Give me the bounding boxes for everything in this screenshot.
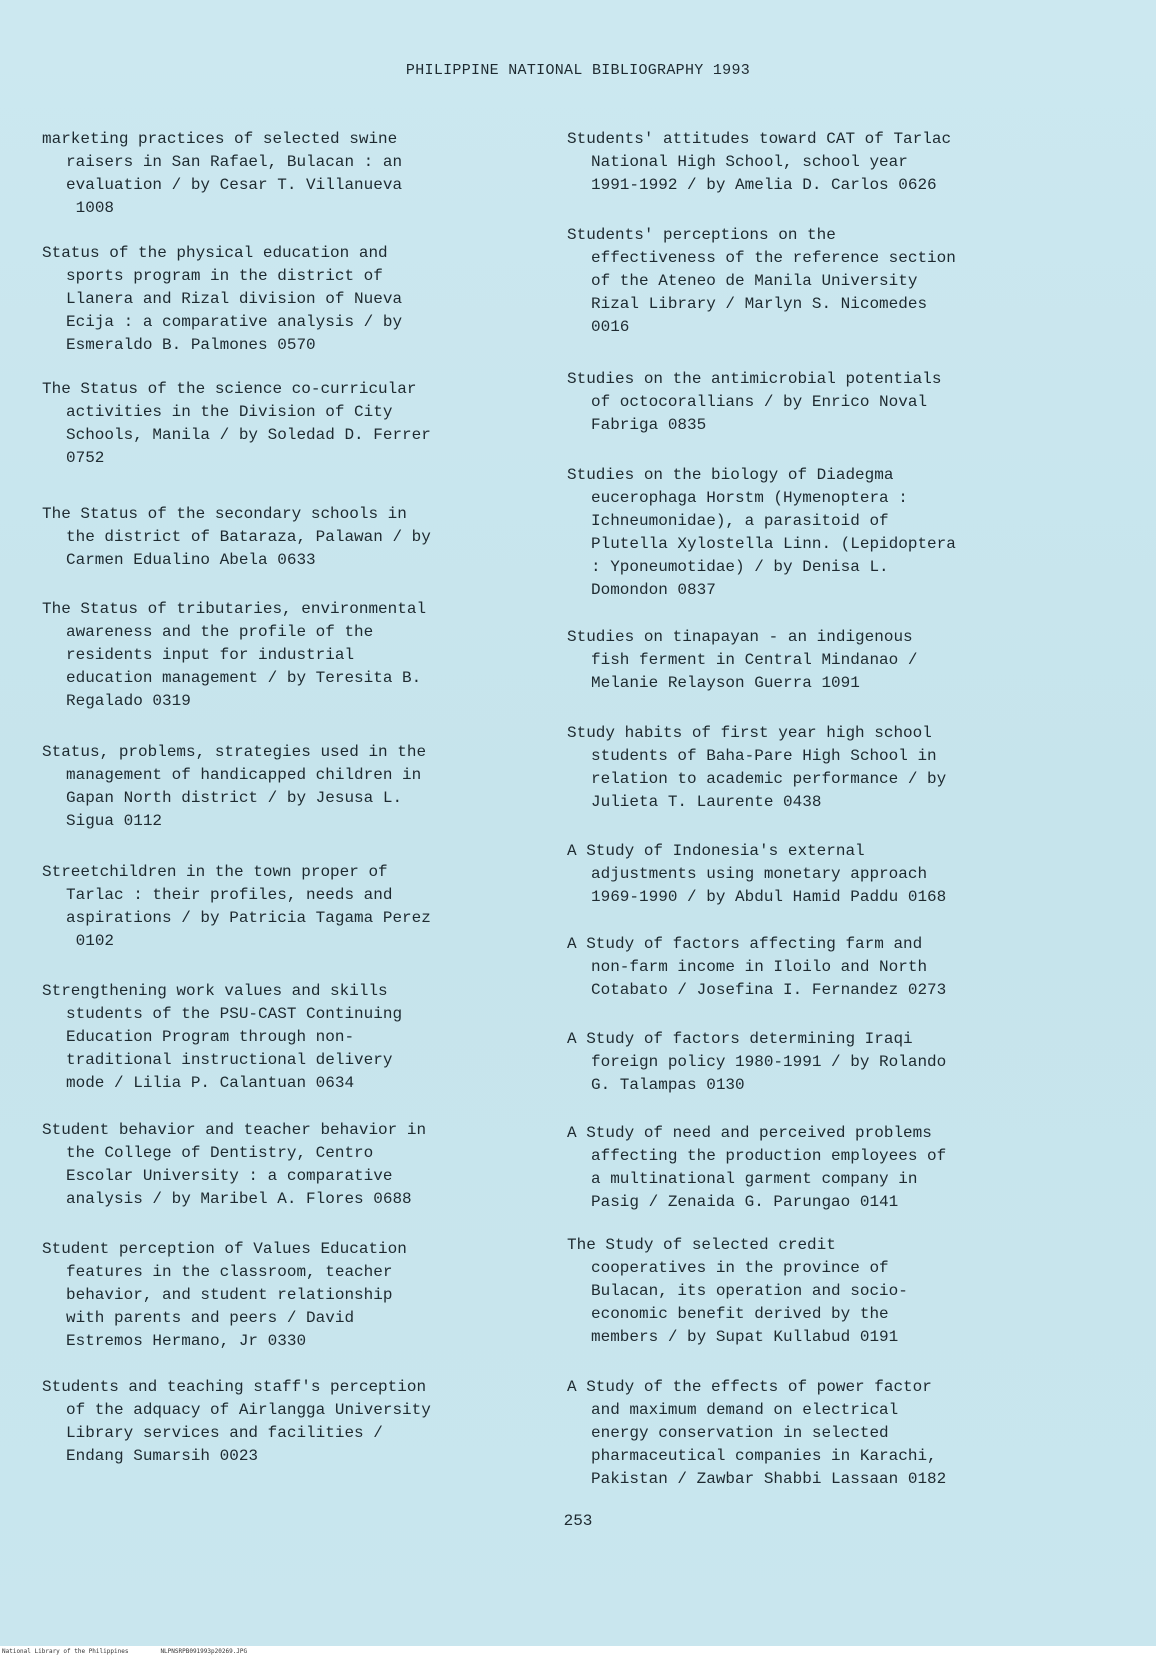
bibliography-entry: Studies on the biology of Diadegma eucerophaga Horstm (Hymenoptera : Ichneumonidae), a parasitoid of Plutella Xylostella Linn. (Lepidoptera : Yponeumotidae) / by Denisa L. Domondon 0837 [567, 466, 956, 599]
bibliography-entry: Student behavior and teacher behavior in the College of Dentistry, Centro Escolar University : a comparative analysis / by Maribel A. Flores 0688 [42, 1121, 427, 1208]
bibliography-entry: A Study of Indonesia's external adjustments using monetary approach 1969-1990 / by Abdul Hamid Paddu 0168 [567, 842, 947, 906]
page-number: 253 [563, 1512, 593, 1530]
bibliography-entry: Student perception of Values Education features in the classroom, teacher behavior, and student relationship with parents and peers / David Estremos Hermano, Jr 0330 [42, 1240, 407, 1350]
running-head: PHILIPPINE NATIONAL BIBLIOGRAPHY 1993 [405, 62, 751, 79]
bibliography-entry: The Study of selected credit cooperatives in the province of Bulacan, its operation and socio- economic benefit derived by the members / by Supat Kullabud 0191 [567, 1236, 908, 1346]
bibliography-entry: Strengthening work values and skills students of the PSU-CAST Continuing Education Program through non- traditional instructional delivery mode / Lilia P. Calantuan 0634 [42, 982, 403, 1092]
bibliography-entry: A Study of need and perceived problems affecting the production employees of a multinational garment company in Pasig / Zenaida G. Parungao 0141 [567, 1124, 947, 1211]
bibliography-entry: The Status of the secondary schools in the district of Bataraza, Palawan / by Carmen Edualino Abela 0633 [42, 505, 431, 569]
bibliography-entry: Studies on tinapayan - an indigenous fish ferment in Central Mindanao / Melanie Relayson Guerra 1091 [567, 628, 918, 692]
bibliography-entry: Students' attitudes toward CAT of Tarlac National High School, school year 1991-1992 / by Amelia D. Carlos 0626 [567, 130, 952, 194]
scan-footer [0, 1646, 1156, 1658]
bibliography-entry: The Status of tributaries, environmental awareness and the profile of the residents input for industrial education management / by Teresita B. Regalado 0319 [42, 600, 427, 710]
bibliography-entry: Students' perceptions on the effectiveness of the reference section of the Ateneo de Manila University Rizal Library / Marlyn S. Nicomedes 0016 [567, 226, 956, 336]
bibliography-entry: A Study of the effects of power factor and maximum demand on electrical energy conservation in selected pharmaceutical companies in Karachi, Pakistan / Zawbar Shabbi Lassaan 0182 [567, 1378, 947, 1488]
bibliography-entry: Streetchildren in the town proper of Tarlac : their profiles, needs and aspirations / by Patricia Tagama Perez 0102 [42, 863, 431, 950]
footer-file-name: NLPNSRPB091993p20269.JPG [160, 1648, 248, 1655]
bibliography-entry: marketing practices of selected swine raisers in San Rafael, Bulacan : an evaluation / by Cesar T. Villanueva 1008 [42, 130, 403, 217]
bibliography-entry: Students and teaching staff's perception of the adquacy of Airlangga University Library services and facilities / Endang Sumarsih 0023 [42, 1378, 431, 1465]
bibliography-entry: Status, problems, strategies used in the management of handicapped children in Gapan North district / by Jesusa L. Sigua 0112 [42, 743, 427, 830]
bibliography-entry: The Status of the science co-curricular activities in the Division of City Schools, Manila / by Soledad D. Ferrer 0752 [42, 380, 431, 467]
bibliography-entry: Status of the physical education and sports program in the district of Llanera and Rizal division of Nueva Ecija : a comparative analysis / by Esmeraldo B. Palmones 0570 [42, 244, 403, 354]
bibliography-entry: A Study of factors determining Iraqi foreign policy 1980-1991 / by Rolando G. Talampas 0130 [567, 1030, 947, 1094]
bibliography-entry: Study habits of first year high school students of Baha-Pare High School in relation to academic performance / by Julieta T. Laurente 0438 [567, 724, 947, 811]
footer-institution: National Library of the Philippines [2, 1648, 129, 1655]
bibliography-entry: A Study of factors affecting farm and non-farm income in Iloilo and North Cotabato / Josefina I. Fernandez 0273 [567, 935, 947, 999]
bibliography-entry: Studies on the antimicrobial potentials of octocorallians / by Enrico Noval Fabriga 0835 [567, 370, 942, 434]
